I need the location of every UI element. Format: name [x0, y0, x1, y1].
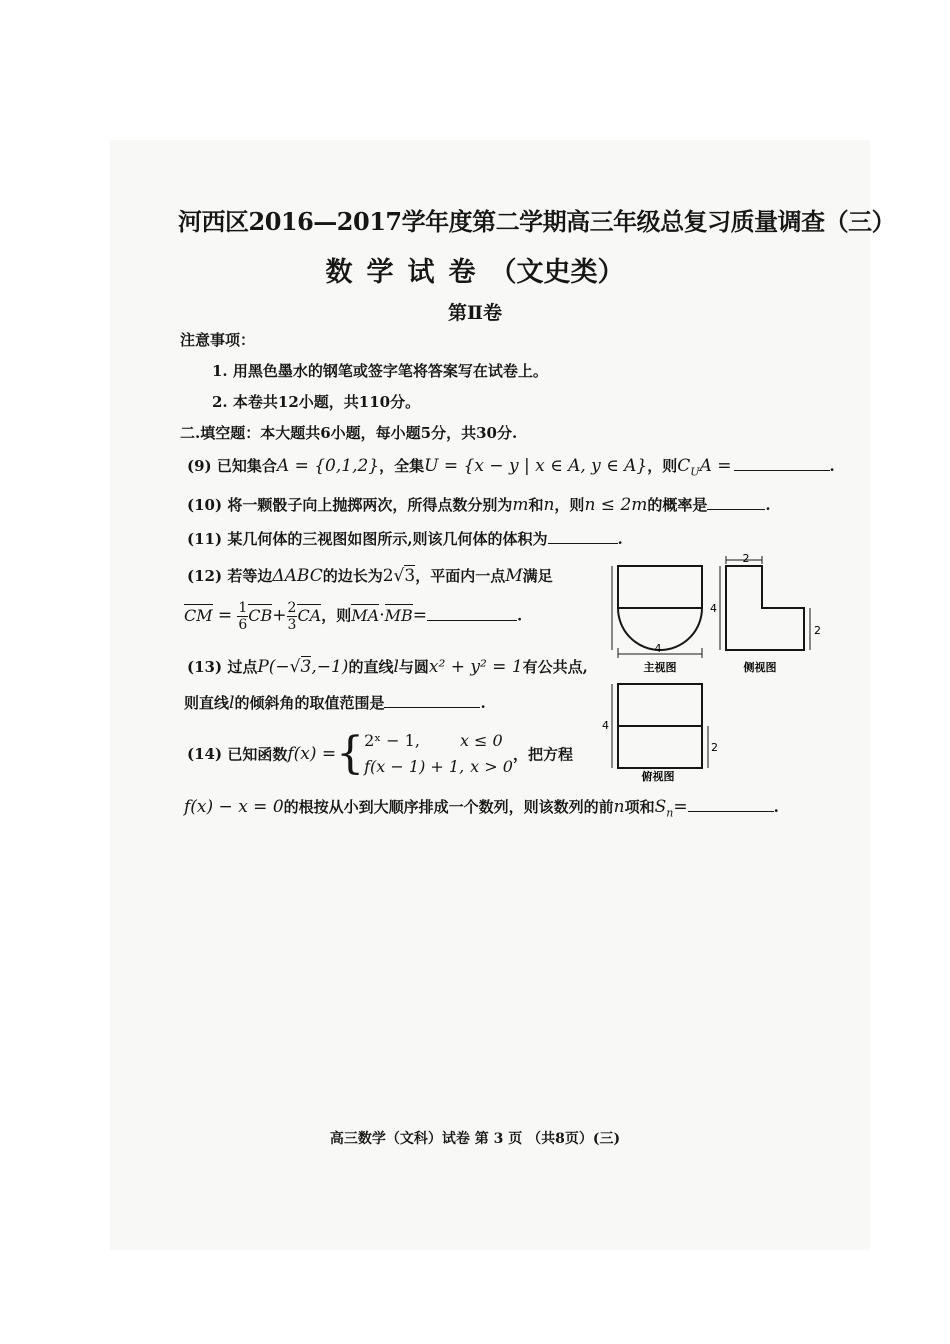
- q13-point-radicand: 3: [300, 657, 312, 677]
- case-1-expr: 2ˣ − 1,: [364, 731, 420, 750]
- q10-n: n: [543, 495, 555, 515]
- q14-text-4: 项和: [624, 798, 655, 816]
- vector-cm: CM: [184, 605, 213, 625]
- dim-side-right: 2: [814, 624, 821, 637]
- q12-side: 2√3: [382, 566, 416, 586]
- question-number: (9): [187, 457, 212, 475]
- cases-brace: {: [336, 728, 365, 779]
- exam-subtitle: [0, 250, 950, 289]
- q11-answer-blank[interactable]: [548, 529, 618, 544]
- vector-ca: CA: [297, 605, 322, 625]
- dim-front-bottom: 4: [654, 642, 662, 655]
- q10-m: m: [512, 495, 529, 515]
- q9-complement: [677, 456, 732, 479]
- question-number: (14): [187, 745, 223, 763]
- question-number: (13): [187, 658, 223, 676]
- q12-side-coef: 2: [382, 566, 394, 586]
- q10-text-3: ，则: [554, 496, 585, 514]
- q14-text-3: 的根按从小到大顺序排成一个数列，则该数列的前: [283, 798, 614, 816]
- piecewise-cases: [364, 728, 513, 780]
- q12-text-2: 的边长为: [322, 567, 383, 585]
- q9-complement-tail: A =: [699, 456, 732, 476]
- vector-mb: MB: [384, 605, 413, 625]
- q12-text-5: ，则: [321, 606, 352, 625]
- question-11: [187, 528, 623, 549]
- q9-complement-sub: U: [690, 465, 700, 479]
- q9-end: .: [829, 457, 835, 475]
- q13-point-tail: ,−1): [311, 657, 349, 677]
- q9-set-a: A = {0,1,2}: [276, 456, 380, 476]
- q9-set-u: U = {x − y | x ∈ A, y ∈ A}: [424, 456, 648, 476]
- q11-text: 某几何体的三视图如图所示,则该几何体的体积为: [227, 530, 548, 548]
- q12-text-4: 满足: [522, 567, 553, 585]
- q13-end: .: [480, 694, 486, 712]
- q13-text-4: 有公共点,: [522, 658, 588, 676]
- vector-ma: MA: [351, 605, 380, 625]
- q12-point-m: M: [505, 566, 523, 586]
- section-title: 二.填空题：本大题共6小题，每小题5分，共30分.: [180, 424, 518, 442]
- q14-answer-blank[interactable]: [688, 797, 774, 812]
- question-number: (10): [187, 496, 223, 514]
- note-item: 1. 用黑色墨水的钢笔或签字笔将答案写在试卷上。: [212, 362, 548, 380]
- frac-den: 3: [287, 617, 297, 633]
- top-view-label: 俯视图: [641, 770, 675, 782]
- q14-sum-sub: n: [666, 806, 674, 820]
- question-10: [187, 494, 771, 515]
- q12-text-1: 若等边: [227, 567, 273, 585]
- q10-text-1: 将一颗骰子向上抛掷两次，所得点数分别为: [227, 496, 513, 514]
- dim-side-top: 2: [742, 552, 750, 565]
- q14-equation: f(x) − x = 0: [184, 797, 284, 817]
- q12-dot: ·: [379, 605, 385, 626]
- q13-text-6: 的倾斜角的取值范围是: [234, 694, 385, 712]
- front-view-label: 主视图: [643, 661, 677, 674]
- dim-side-left: 4: [710, 602, 717, 615]
- q13-circle: x² + y² = 1: [428, 657, 523, 677]
- frac-num: 1: [238, 600, 248, 616]
- q14-sum-s: S: [654, 797, 667, 817]
- q12-answer-blank[interactable]: [427, 606, 517, 621]
- q14-sum-equals: =: [673, 797, 688, 817]
- question-number: (12): [187, 567, 223, 585]
- case-row: [364, 728, 513, 754]
- q10-inequality: n ≤ 2m: [584, 495, 648, 515]
- q9-text-1: 已知集合: [216, 457, 277, 475]
- notes-heading: 注意事项：: [180, 331, 256, 349]
- q9-text-3: ，则: [647, 457, 678, 475]
- q13-text-2: 的直线: [348, 658, 394, 676]
- q11-end: .: [617, 530, 623, 548]
- q13-point: P(−√3,−1): [257, 657, 349, 677]
- q9-complement-c: C: [677, 456, 691, 476]
- front-view-rect: [618, 566, 702, 608]
- q13-text-3: 与圆: [398, 658, 429, 676]
- q14-function: f(x) =: [287, 744, 337, 764]
- q14-text-1: 已知函数: [227, 745, 288, 764]
- q12-text-3: ，平面内一点: [415, 567, 506, 585]
- q12-triangle: ΔABC: [272, 566, 323, 586]
- page-footer: 高三数学（文科）试卷 第 3 页 （共8页）(三): [329, 1131, 621, 1147]
- fraction-two-thirds: [287, 600, 298, 633]
- q13-text-1: 过点: [227, 658, 258, 676]
- vector-cb: CB: [248, 605, 273, 625]
- q13-answer-blank[interactable]: [384, 693, 480, 708]
- q12-side-radicand: 3: [404, 566, 416, 586]
- question-14: [187, 728, 573, 780]
- dim-top-left: 4: [602, 719, 609, 732]
- question-13: [187, 656, 588, 677]
- q13-line-l-2: l: [229, 693, 235, 713]
- question-13-line-2: [184, 692, 486, 713]
- q10-text-2: 和: [528, 496, 544, 514]
- q12-equals: =: [217, 605, 233, 626]
- q14-sum: [654, 797, 674, 820]
- exam-title: 河西区2016—2017学年度第二学期高三年级总复习质量调查（三）: [178, 207, 896, 236]
- frac-num: 2: [287, 600, 297, 616]
- question-12: [187, 565, 553, 586]
- q14-end: .: [773, 798, 779, 816]
- subject-name: 数学试卷: [325, 257, 490, 288]
- frac-den: 6: [238, 617, 248, 633]
- question-9: [187, 455, 835, 478]
- part-title: 第Ⅱ卷: [447, 302, 502, 324]
- q9-text-2: ，全集: [379, 457, 425, 475]
- case-1-cond: x ≤ 0: [459, 731, 503, 750]
- subject-category: （文史类）: [489, 257, 625, 288]
- side-view-shape: [726, 566, 804, 650]
- q13-line-l: l: [393, 657, 399, 677]
- q10-end: .: [765, 496, 771, 514]
- q10-answer-blank[interactable]: [707, 495, 765, 510]
- case-2-expr: f(x − 1) + 1,: [364, 757, 465, 776]
- q13-text-5: 则直线: [184, 694, 230, 712]
- question-number: (11): [187, 530, 223, 548]
- q10-text-4: 的概率是: [647, 496, 708, 514]
- case-2-cond: x > 0: [470, 757, 513, 776]
- note-item: 2. 本卷共12小题，共110分。: [212, 393, 421, 411]
- question-14-line-2: [184, 796, 779, 819]
- side-view-label: 侧视图: [743, 661, 777, 674]
- fraction-one-sixth: [237, 600, 248, 633]
- q12-equals-2: =: [412, 605, 427, 626]
- q12-plus: +: [272, 605, 287, 626]
- q9-answer-blank[interactable]: [734, 456, 830, 471]
- dim-top-right: 2: [711, 741, 718, 754]
- three-view-figure: [600, 552, 830, 782]
- q12-end: .: [516, 606, 523, 625]
- case-row: [364, 754, 513, 780]
- q14-text-2: ，把方程: [512, 745, 573, 764]
- q14-n: n: [613, 797, 625, 817]
- question-12-line-2: [184, 600, 522, 633]
- q13-point-head: P(−: [257, 657, 290, 677]
